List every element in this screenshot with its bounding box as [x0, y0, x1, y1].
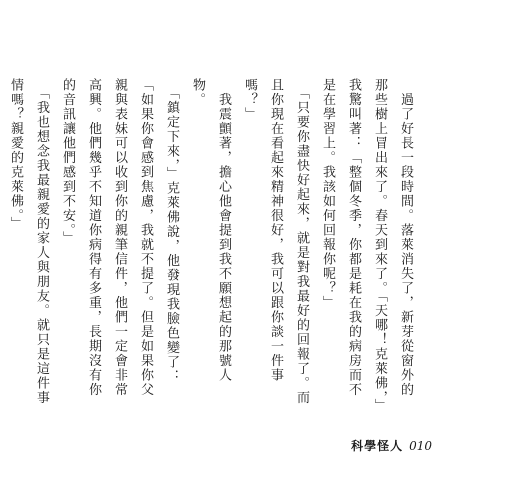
paragraph: 「鎮定下來，」克萊佛說，他發現我臉色變了：「如果你會感到焦慮，我就不提了。但是如果你父親與表妹可以收到你的親筆信件，他們一定會非常高興。他們幾乎不知道你病得有多重，長期沒有你的音訊讓他們感到不安。」	[60, 78, 179, 397]
paragraph: 我震顫著，擔心他會提到我不願想起的那號人物。	[190, 78, 231, 383]
page-footer	[351, 437, 432, 454]
page-number: 010	[409, 439, 432, 453]
book-title: 科學怪人	[351, 439, 404, 453]
paragraph: 過了好長一段時間。落萊消失了，新芽從窗外的那些樹上冒出來了。春天到來了。「天哪！克萊佛，」我驚叫著：「整個冬季，你都是耗在我的病房而不是在學習上。我該如何回報你呢？」	[320, 78, 413, 407]
paragraph: 「我也想念我最親愛的家人與朋友。就只是這件事情嗎？親愛的克萊佛。」	[8, 78, 49, 405]
paragraph: 「只要你盡快好起來，就是對我最好的回報了。而且你現在看起來精神很好，我可以跟你談一件事嗎？」	[242, 78, 309, 405]
body-text	[0, 78, 418, 410]
paragraph	[0, 78, 2, 410]
